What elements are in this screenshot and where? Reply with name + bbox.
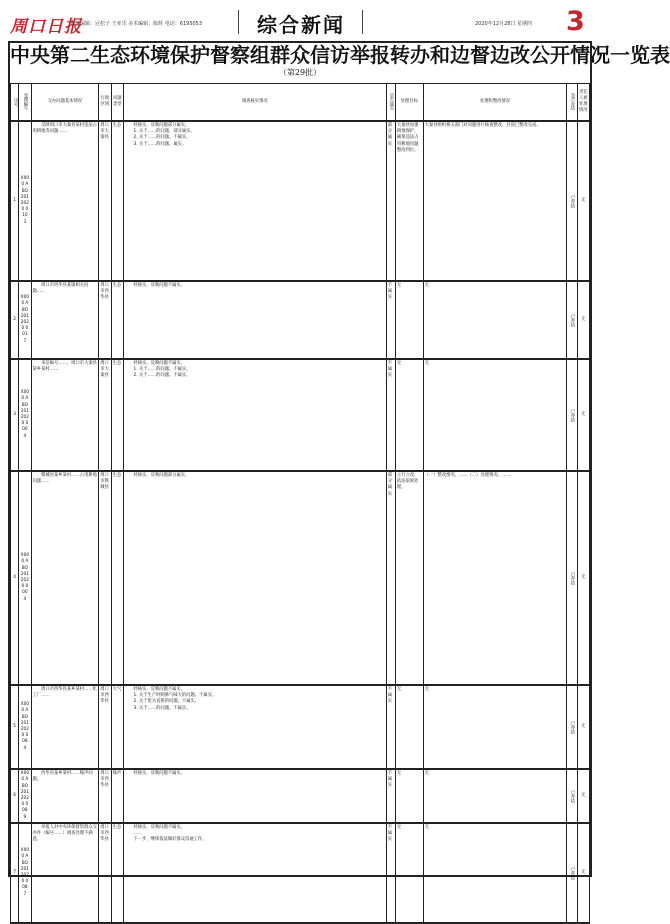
issue-type: 生态 bbox=[111, 823, 123, 923]
admin-region: 周口市大秦县 bbox=[99, 121, 111, 281]
issue-summary bbox=[31, 769, 99, 823]
header-case-no: 受理编号 bbox=[19, 84, 31, 122]
result-target: 立行立改，依法依规处理。 bbox=[395, 471, 423, 685]
investigation-paragraph: 3. 关于……的问题。属实。 bbox=[133, 141, 187, 147]
header-rectification: 处理和整改情况 bbox=[423, 84, 567, 122]
investigation-paragraph: 经核实，反映问题部分属实。 bbox=[133, 123, 190, 128]
issue-type: 生态 bbox=[111, 281, 123, 359]
table-row bbox=[11, 121, 590, 281]
investigation-paragraph: …… bbox=[133, 831, 143, 837]
issue-text: 反映周口市大秦县某村违法占用耕地等问题…… bbox=[32, 123, 97, 135]
investigation-paragraph: 经核实，反映问题不属实。 bbox=[133, 771, 186, 776]
completion-status: 已办结 bbox=[567, 471, 577, 685]
issue-summary bbox=[31, 281, 99, 359]
row-index: 5 bbox=[11, 685, 19, 769]
accountability-status: 无 bbox=[577, 823, 589, 923]
issue-text: 举报人对中央环保督察群众交办件（编号……）调查处理不满意。 bbox=[32, 825, 97, 843]
rectification-details: （一）整改情况。……（二）处理情况。…… bbox=[423, 471, 567, 685]
result-target: 无 bbox=[395, 685, 423, 769]
header-investigation: 调查核实情况 bbox=[123, 84, 386, 122]
rectification-details: 无 bbox=[423, 281, 567, 359]
row-index: 1 bbox=[11, 121, 19, 281]
investigation-paragraph: 2. 关于……的问题。不属实。 bbox=[133, 373, 191, 379]
completion-status: 已办结 bbox=[567, 769, 577, 823]
issue-type: 生态 bbox=[111, 121, 123, 281]
complaints-table bbox=[10, 83, 590, 924]
batch-label: （第29批） bbox=[278, 68, 322, 77]
accountability-status: 无 bbox=[577, 281, 589, 359]
rectification-details: 大秦县组织相关部门对问题进行核查整改，目前已整改完成。 bbox=[423, 121, 567, 281]
investigation-details bbox=[123, 359, 386, 471]
case-number: X000 ABO 201 2020 008 7 bbox=[19, 823, 31, 923]
header-accountability: 责任人被处理情况 bbox=[577, 84, 589, 122]
investigation-paragraph: 1. 关于……的问题。不属实。 bbox=[133, 367, 191, 373]
accountability-status: 无 bbox=[577, 769, 589, 823]
issue-summary bbox=[31, 471, 99, 685]
accountability-status: 无 bbox=[577, 121, 589, 281]
case-number: X000 ABO 201 2020 001 7 bbox=[19, 281, 31, 359]
admin-region: 周口市西华县 bbox=[99, 685, 111, 769]
table-header-row bbox=[11, 84, 590, 122]
verified-status: 不属实 bbox=[386, 281, 395, 359]
document-frame bbox=[8, 41, 670, 897]
issue-text: 西华县某乡某村……噪声问题。 bbox=[32, 771, 93, 783]
result-target: 大秦县加强耕地保护，确保违法占用耕地问题整改到位。 bbox=[395, 121, 423, 281]
section-title: 综合新闻 bbox=[257, 13, 345, 37]
issue-text: 郸城县某乡某村……占用耕地问题…… bbox=[32, 473, 97, 485]
issue-type: 大气 bbox=[111, 685, 123, 769]
issue-date: 2020年12月28日 星期四 bbox=[475, 21, 533, 27]
investigation-paragraph: 经核实，反映问题不属实。 bbox=[133, 825, 186, 830]
table-row bbox=[11, 685, 590, 769]
header-region: 行政区域 bbox=[99, 84, 111, 122]
table-row bbox=[11, 769, 590, 823]
investigation-details bbox=[123, 471, 386, 685]
verified-status: 不属实 bbox=[386, 823, 395, 923]
issue-summary bbox=[31, 359, 99, 471]
table-row bbox=[11, 359, 590, 471]
issue-summary bbox=[31, 823, 99, 923]
result-target: 无 bbox=[395, 281, 423, 359]
case-number: X000 ABO 201 2020 000 4 bbox=[19, 471, 31, 685]
rectification-details: 无 bbox=[423, 359, 567, 471]
row-index: 7 bbox=[11, 823, 19, 923]
issue-type: 噪声 bbox=[111, 769, 123, 823]
issue-text: 周口市西华县某镇相关问题…… bbox=[32, 283, 89, 295]
investigation-paragraph: 经核实，反映问题不属实。 bbox=[133, 283, 186, 288]
verified-status: 不属实 bbox=[386, 685, 395, 769]
header-completed: 是否办结 bbox=[567, 84, 577, 122]
investigation-paragraph: 经核实，反映问题不属实。 bbox=[133, 361, 186, 366]
rectification-details: 无 bbox=[423, 769, 567, 823]
completion-status: 已办结 bbox=[567, 359, 577, 471]
editors-credit: 责任编辑：冠松子 王亚乐 美术编辑：陈辉 电话：6195053 bbox=[70, 21, 203, 27]
case-number: X000 ABO 201 2020 008 4 bbox=[19, 685, 31, 769]
investigation-paragraph: 3. 关于……的问题。不属实。 bbox=[133, 705, 191, 711]
header-index: 序号 bbox=[11, 84, 19, 122]
investigation-paragraph: 下一步，继续依法做好群众沟通工作。 bbox=[133, 837, 207, 843]
completion-status: 已办结 bbox=[567, 685, 577, 769]
investigation-paragraph: 2. 关于废水直排的问题。不属实。 bbox=[133, 699, 200, 705]
investigation-details bbox=[123, 685, 386, 769]
result-target: 无 bbox=[395, 769, 423, 823]
result-target: 无 bbox=[395, 823, 423, 923]
case-number: X000 ABO 201 2020 008 9 bbox=[19, 769, 31, 823]
header-issue: 交办问题基本情况 bbox=[31, 84, 99, 122]
newspaper-logo: 周口日报 bbox=[10, 17, 82, 37]
admin-region: 周口市西华县 bbox=[99, 281, 111, 359]
result-target: 无 bbox=[395, 359, 423, 471]
issue-text: 周口市西华县某乡某村……化工厂…… bbox=[32, 687, 97, 699]
row-index: 6 bbox=[11, 769, 19, 823]
rectification-details: 无 bbox=[423, 685, 567, 769]
masthead-divider bbox=[362, 10, 363, 34]
investigation-paragraph: 1. 关于生产时刺鼻气味大的问题。不属实。 bbox=[133, 693, 217, 699]
row-index: 2 bbox=[11, 281, 19, 359]
issue-type: 生态 bbox=[111, 471, 123, 685]
issue-text: 来信编号……，周口市大秦县某乡某村…… bbox=[32, 361, 97, 373]
completion-status: 已办结 bbox=[567, 121, 577, 281]
admin-region: 周口市西华县 bbox=[99, 823, 111, 923]
investigation-paragraph: 2. 关于……的问题。不属实。 bbox=[133, 135, 191, 141]
accountability-status: 无 bbox=[577, 471, 589, 685]
investigation-details bbox=[123, 823, 386, 923]
issue-summary bbox=[31, 685, 99, 769]
header-result-target: 处理目标 bbox=[395, 84, 423, 122]
completion-status: 已办结 bbox=[567, 281, 577, 359]
row-index: 4 bbox=[11, 471, 19, 685]
table-row bbox=[11, 823, 590, 923]
completion-status: 已办结 bbox=[567, 823, 577, 923]
header-type: 问题类型 bbox=[111, 84, 123, 122]
verified-status: 不属实 bbox=[386, 769, 395, 823]
verified-status: 部分属实 bbox=[386, 471, 395, 685]
verified-status: 不属实 bbox=[386, 359, 395, 471]
accountability-status: 无 bbox=[577, 685, 589, 769]
row-index: 3 bbox=[11, 359, 19, 471]
table-row bbox=[11, 471, 590, 685]
page-number: 3 bbox=[566, 6, 585, 37]
table-row bbox=[11, 281, 590, 359]
admin-region: 周口市西华县 bbox=[99, 769, 111, 823]
masthead bbox=[0, 0, 600, 38]
case-number: X000 ABO 201 2020 010 3 bbox=[19, 121, 31, 281]
investigation-paragraph: 经核实，反映问题部分属实。 bbox=[133, 473, 190, 478]
document-title: 中央第二生态环境保护督察组群众信访举报转办和边督边改公开情况一览表 bbox=[10, 43, 670, 67]
verified-status: 部分属实 bbox=[386, 121, 395, 281]
issue-type: 生态 bbox=[111, 359, 123, 471]
header-verified: 是否属实 bbox=[386, 84, 395, 122]
investigation-details bbox=[123, 281, 386, 359]
rectification-details: 无 bbox=[423, 823, 567, 923]
investigation-paragraph: 经核实，反映问题不属实。 bbox=[133, 687, 186, 692]
case-number: X000 ABO 201 2020 000 4 bbox=[19, 359, 31, 471]
investigation-paragraph: 1. 关于……的问题。部分属实。 bbox=[133, 129, 195, 135]
masthead-divider bbox=[238, 10, 239, 34]
issue-summary bbox=[31, 121, 99, 281]
admin-region: 周口市大秦县 bbox=[99, 359, 111, 471]
investigation-details bbox=[123, 121, 386, 281]
accountability-status: 无 bbox=[577, 359, 589, 471]
investigation-details bbox=[123, 769, 386, 823]
admin-region: 周口市郸城县 bbox=[99, 471, 111, 685]
